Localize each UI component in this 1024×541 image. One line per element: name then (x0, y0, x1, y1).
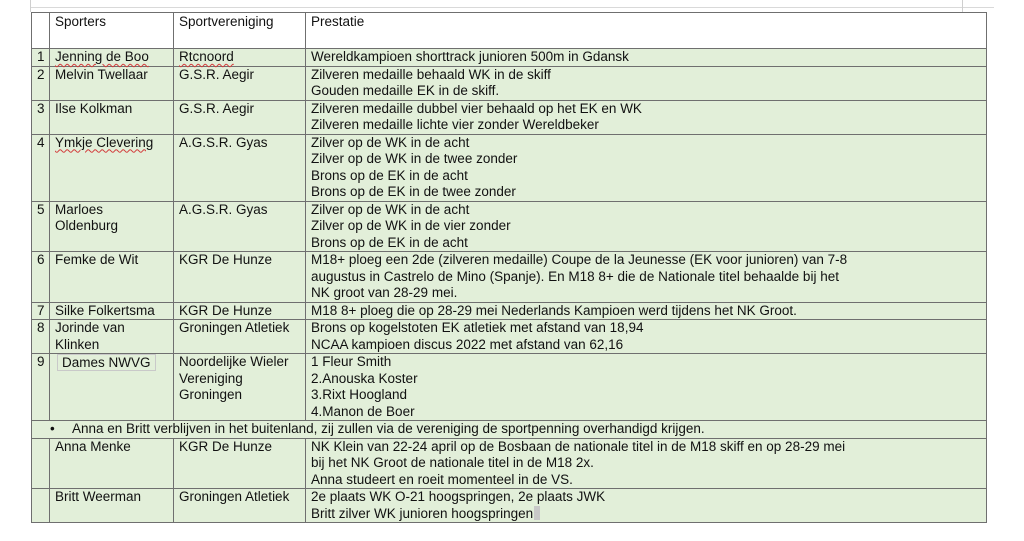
performance: 2e plaats WK O-21 hoogspringen, 2e plaats JWK Britt zilver WK junioren hoogspringen (306, 489, 987, 523)
sporter-name: Jenning de Boo (50, 49, 174, 67)
row-number: 7 (32, 302, 50, 320)
sporter-name: Britt Weerman (50, 489, 174, 523)
table-row (32, 100, 987, 134)
performance: Wereldkampioen shorttrack junioren 500m in Gdansk (306, 49, 987, 67)
club-name: Groningen Atletiek (174, 489, 306, 523)
club-name: KGR De Hunze (174, 302, 306, 320)
performance: Zilver op de WK in de acht Zilver op de WK in de vier zonder Brons op de EK in de acht (306, 201, 987, 252)
performance: Zilveren medaille dubbel vier behaald op het EK en WK Zilveren medaille lichte vier zonder Wereldbeker (306, 100, 987, 134)
performance: 1 Fleur Smith 2.Anouska Koster 3.Rixt Hoogland 4.Manon de Boer (306, 354, 987, 421)
last-line[interactable]: Britt zilver WK junioren hoogspringen (311, 506, 981, 523)
page-margin-right-edge (962, 0, 963, 12)
sporter-name: Melvin Twellaar (50, 66, 174, 100)
row-number: 6 (32, 252, 50, 303)
sporter-name: Marloes Oldenburg (50, 201, 174, 252)
table-header-row (32, 13, 987, 49)
sporter-name: Ilse Kolkman (50, 100, 174, 134)
text-cursor[interactable] (534, 506, 540, 520)
club-name: A.G.S.R. Gyas (174, 134, 306, 201)
row-number: 2 (32, 66, 50, 100)
header-number (32, 13, 50, 49)
sporter-name: Jorinde van Klinken (50, 320, 174, 354)
club-name: KGR De Hunze (174, 438, 306, 489)
header-sportvereniging: Sportvereniging (174, 13, 306, 49)
table-row (32, 49, 987, 67)
performance: Zilveren medaille behaald WK in de skiff Gouden medaille EK in de skiff. (306, 66, 987, 100)
sporters-table (31, 12, 987, 523)
club-name: KGR De Hunze (174, 252, 306, 303)
bullet-icon: • (50, 421, 55, 436)
row-number: 8 (32, 320, 50, 354)
performance: Brons op kogelstoten EK atletiek met afstand van 18,94 NCAA kampioen discus 2022 met afstand van 62,16 (306, 320, 987, 354)
row-number (32, 438, 50, 489)
performance: M18+ ploeg een 2de (zilveren medaille) Coupe de la Jeunesse (EK voor junioren) van 7-8 augustus in Castrelo de Mino (Spanje). En M18 8+ die de Nationale titel behaalde bij het NK groot van 28-29 mei. (306, 252, 987, 303)
row-number: 1 (32, 49, 50, 67)
table-row (32, 201, 987, 252)
club-name: G.S.R. Aegir (174, 100, 306, 134)
note-row (32, 421, 987, 439)
note-cell (32, 421, 987, 439)
club-name: A.G.S.R. Gyas (174, 201, 306, 252)
row-number (32, 489, 50, 523)
table-row (32, 489, 987, 523)
sporter-name: Ymkje Clevering (50, 134, 174, 201)
page-margin-left-edge (30, 0, 31, 12)
club-name: Groningen Atletiek (174, 320, 306, 354)
table-row (32, 302, 987, 320)
header-sporters: Sporters (50, 13, 174, 49)
performance: Zilver op de WK in de acht Zilver op de WK in de twee zonder Brons op de EK in de acht Brons op de EK in de twee zonder (306, 134, 987, 201)
table-row (32, 438, 987, 489)
club-name: G.S.R. Aegir (174, 66, 306, 100)
sporter-name: Silke Folkertsma (50, 302, 174, 320)
row-number: 3 (32, 100, 50, 134)
sporter-name: Anna Menke (50, 438, 174, 489)
note-text: Anna en Britt verblijven in het buitenland, zij zullen via de vereniging de sportpenning overhandigd krijgen. (72, 421, 705, 436)
table-row (32, 134, 987, 201)
performance: M18 8+ ploeg die op 28-29 mei Nederlands Kampioen werd tijdens het NK Groot. (306, 302, 987, 320)
performance: NK Klein van 22-24 april op de Bosbaan de nationale titel in de M18 skiff en op 28-29 mei bij het NK Groot de nationale titel in de M18 2x. Anna studeert en roeit momenteel in de VS. (306, 438, 987, 489)
table-row (32, 354, 987, 421)
row-number: 9 (32, 354, 50, 421)
sporter-name: Femke de Wit (50, 252, 174, 303)
header-prestatie: Prestatie (306, 13, 987, 49)
row-number: 4 (32, 134, 50, 201)
table-row (32, 66, 987, 100)
row-number: 5 (32, 201, 50, 252)
table-row (32, 320, 987, 354)
table-row (32, 252, 987, 303)
sporter-name: Dames NWVG (50, 354, 174, 421)
club-name: Noordelijke Wieler Vereniging Groningen (174, 354, 306, 421)
club-name: Rtcnoord (174, 49, 306, 67)
page-top-rule (30, 7, 994, 8)
